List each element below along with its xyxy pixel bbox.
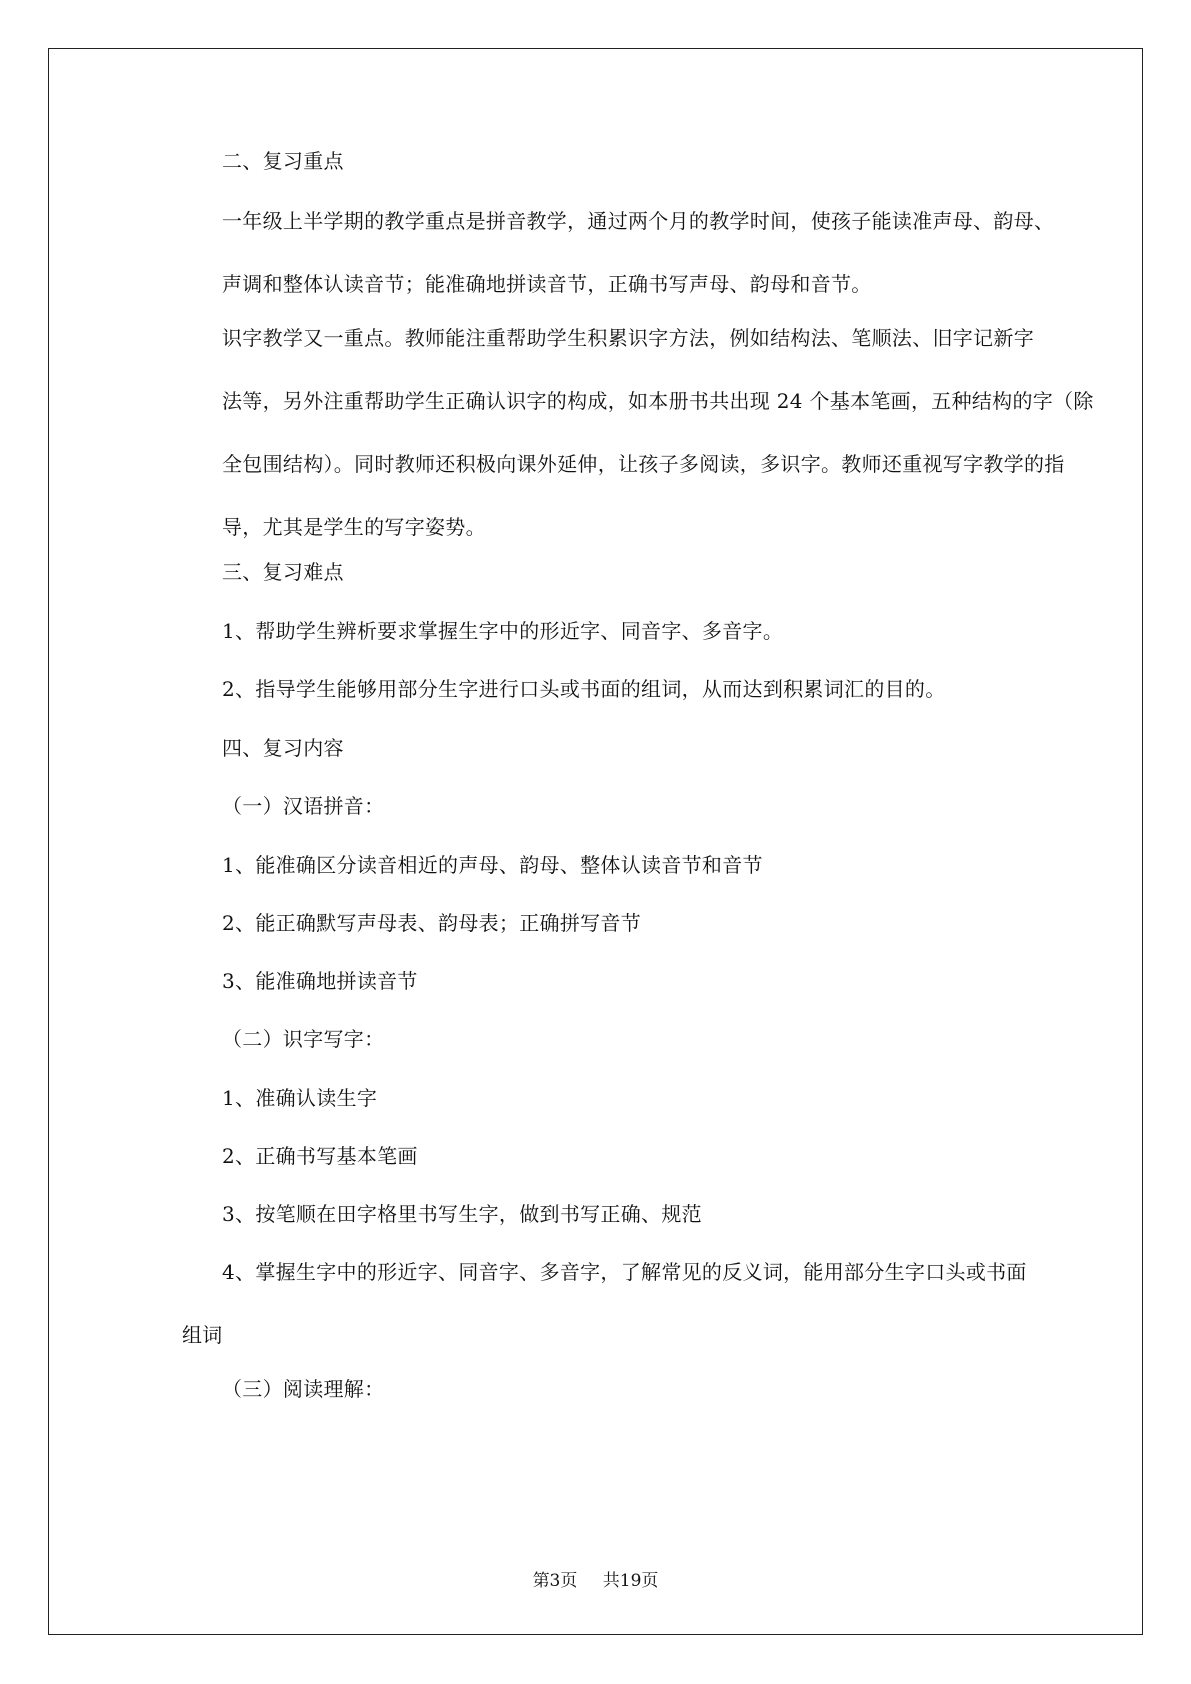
text-line: 4、掌握生字中的形近字、同音字、多音字，了解常见的反义词，能用部分生字口头或书面: [222, 1260, 1027, 1284]
text-line: （二）识字写字：: [222, 1027, 385, 1051]
heading-review-focus: [182, 130, 1022, 193]
paragraph-character-focus: [182, 307, 1094, 559]
list-item: [182, 1067, 1022, 1130]
subheading-pinyin: [182, 775, 1022, 838]
heading-review-difficulty: [182, 541, 1022, 604]
list-item: [182, 950, 1022, 1013]
text-line: 3、能准确地拼读音节: [222, 969, 418, 993]
text-line: 一年级上半学期的教学重点是拼音教学，通过两个月的教学时间，使孩子能读准声母、韵母、: [222, 209, 1055, 233]
text-line: 声调和整体认读音节；能准确地拼读音节，正确书写声母、韵母和音节。: [222, 272, 872, 296]
text-line: 2、能正确默写声母表、韵母表；正确拼写音节: [222, 911, 642, 935]
text-line: 3、按笔顺在田字格里书写生字，做到书写正确、规范: [222, 1202, 702, 1226]
page-footer: [0, 1566, 1191, 1591]
page-number-current: 第3页: [532, 1571, 578, 1591]
text-line: 三、复习难点: [222, 560, 344, 584]
text-line: 1、能准确区分读音相近的声母、韵母、整体认读音节和音节: [222, 853, 763, 877]
list-item: [182, 1125, 1022, 1188]
list-item: [182, 658, 1022, 721]
subheading-literacy-writing: [182, 1008, 1022, 1071]
text-line: 1、帮助学生辨析要求掌握生字中的形近字、同音字、多音字。: [222, 619, 784, 643]
page-number-total: 共19页: [602, 1571, 659, 1591]
text-line: 2、正确书写基本笔画: [222, 1144, 418, 1168]
list-item: [182, 1241, 1027, 1367]
heading-review-content: [182, 717, 1022, 780]
text-line: 四、复习内容: [222, 736, 344, 760]
text-line: （一）汉语拼音：: [222, 794, 385, 818]
text-line: 二、复习重点: [222, 149, 344, 173]
text-line: 2、指导学生能够用部分生字进行口头或书面的组词，从而达到积累词汇的目的。: [222, 677, 946, 701]
text-line: 组词: [182, 1323, 223, 1347]
text-line: （三）阅读理解：: [222, 1377, 385, 1401]
text-line: 导，尤其是学生的写字姿势。: [222, 515, 486, 539]
list-item: [182, 834, 1022, 897]
subheading-reading: [182, 1358, 1022, 1421]
paragraph-pinyin-focus: [182, 190, 1055, 316]
list-item: [182, 1183, 1022, 1246]
text-line: 1、准确认读生字: [222, 1086, 378, 1110]
list-item: [182, 892, 1022, 955]
text-line: 识字教学又一重点。教师能注重帮助学生积累识字方法，例如结构法、笔顺法、旧字记新字: [222, 326, 1034, 350]
text-line: 法等，另外注重帮助学生正确认识字的构成，如本册书共出现 24 个基本笔画，五种结构的字（除: [222, 389, 1094, 413]
list-item: [182, 600, 1022, 663]
text-line: 全包围结构）。同时教师还积极向课外延伸，让孩子多阅读，多识字。教师还重视写字教学的指: [222, 452, 1065, 476]
